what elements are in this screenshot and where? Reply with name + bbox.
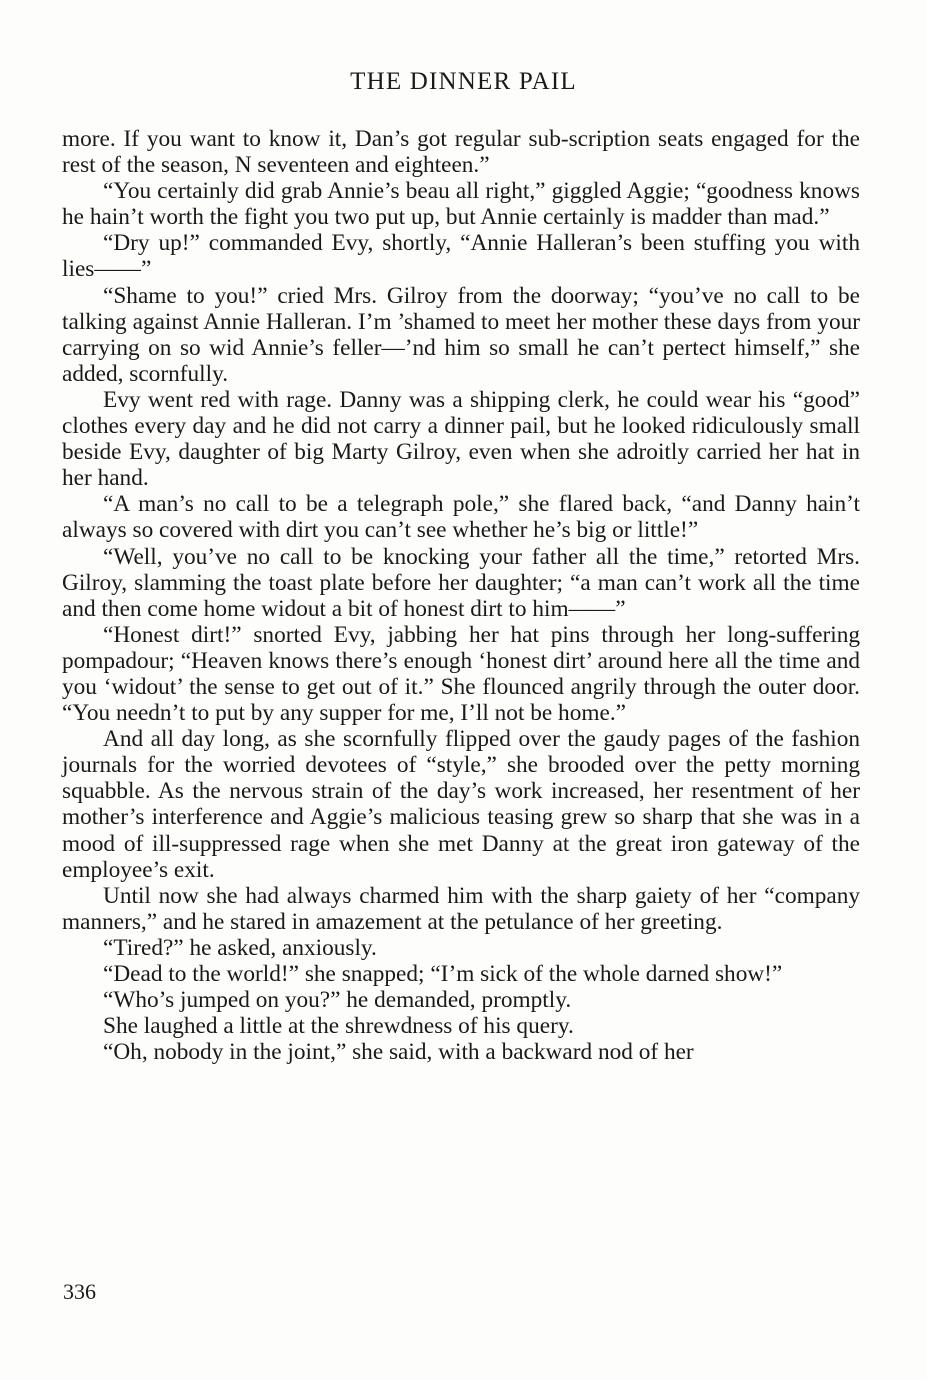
paragraph: “Shame to you!” cried Mrs. Gilroy from the doorway; “you’ve no call to be talking against Annie Halleran. I’m ’shamed to meet her mother these days from your carrying on so wid Annie’s feller—’nd him so small he can’t pertect himself,” she added, scornfully. [62,282,860,387]
paragraph: more. If you want to know it, Dan’s got regular sub-scription seats engaged for the rest of the season, N seventeen and eighteen.” [62,126,860,179]
paragraph: Until now she had always charmed him with the sharp gaiety of her “company manners,” and he stared in amazement at the petulance of her greeting. [62,882,860,935]
paragraph: And all day long, as she scornfully flipped over the gaudy pages of the fashion journals for the worried devotees of “style,” she brooded over the petty morning squabble. As the nervous strain of the day’s work increased, her resentment of her mother’s interference and Aggie’s malicious teasing grew so sharp that she was in a mood of ill-suppressed rage when she met Danny at the great iron gateway of the employee’s exit. [62,726,860,883]
paragraph: “A man’s no call to be a telegraph pole,” she flared back, “and Danny hain’t always so covered with dirt you can’t see whether he’s big or little!” [62,491,860,544]
paragraph: “Who’s jumped on you?” he demanded, promptly. [103,987,572,1014]
paragraph: Evy went red with rage. Danny was a shipping clerk, he could wear his “good” clothes every day and he did not carry a dinner pail, but he looked ridiculously small beside Evy, daughter of big Marty Gilroy, even when she adroitly carried her hat in her hand. [62,386,860,492]
paragraph: She laughed a little at the shrewdness of his query. [103,1013,574,1040]
paragraph: “You certainly did grab Annie’s beau all right,” giggled Aggie; “goodness knows he hain’t worth the fight you two put up, but Annie certainly is madder than mad.” [62,178,860,231]
paragraph: “Oh, nobody in the joint,” she said, with a backward nod of her [103,1039,694,1066]
paragraph: “Dead to the world!” she snapped; “I’m sick of the whole darned show!” [103,961,783,987]
paragraph: “Dry up!” commanded Evy, shortly, “Annie Halleran’s been stuffing you with lies——” [62,230,860,283]
paragraph: “Tired?” he asked, anxiously. [103,934,377,961]
page-number: 336 [63,1279,96,1304]
paragraph: “Honest dirt!” snorted Evy, jabbing her hat pins through her long-suffering pompadour; “Heaven knows there’s enough ‘honest dirt’ around here all the time and you ‘widout’ the sense to get out of it.” She flounced angrily through the outer door. “You needn’t to put by any supper for me, I’ll not be home.” [62,621,860,727]
paragraph: “Well, you’ve no call to be knocking your father all the time,” retorted Mrs. Gilroy, slamming the toast plate before her daughter; “a man can’t work all the time and then come home widout a bit of honest dirt to him——” [62,543,860,622]
running-head: THE DINNER PAIL [350,68,577,95]
body-text [62,126,860,1065]
